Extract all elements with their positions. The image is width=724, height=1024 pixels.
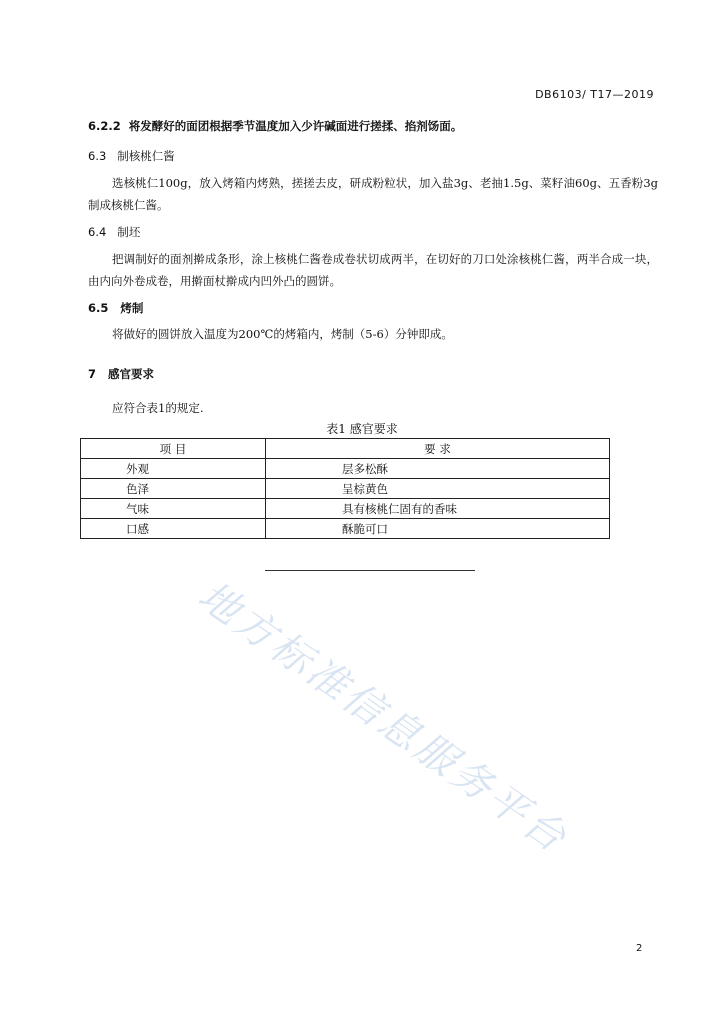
section-number: 7: [88, 367, 97, 381]
table-cell-requirement: 具有核桃仁固有的香味: [266, 499, 610, 519]
section-number: 6.4: [88, 225, 107, 239]
column-header-item: 项 目: [81, 439, 266, 459]
document-code-header: DB6103/ T17—2019: [535, 88, 654, 101]
table-cell-item: 口感: [81, 519, 266, 539]
paragraph-7: 应符合表1的规定.: [112, 401, 204, 415]
table-cell-requirement: 层多松酥: [266, 459, 610, 479]
paragraph-6-3: 选核桃仁100g，放入烤箱内烤熟，搓搓去皮，研成粉粒状，加入盐3g、老抽1.5g、菜籽油60g、五香粉3g制成核桃仁酱。: [88, 176, 658, 212]
table-row: [81, 459, 610, 479]
table-cell-item: 气味: [81, 499, 266, 519]
section-7-heading: [88, 366, 154, 382]
paragraph-6-5: 将做好的圆饼放入温度为200℃的烤箱内，烤制（5-6）分钟即成。: [112, 327, 453, 341]
sensory-requirements-table: [80, 438, 610, 539]
table-cell-item: 外观: [81, 459, 266, 479]
table-row: [81, 479, 610, 499]
watermark: 地方标准信息服务平台: [189, 572, 577, 863]
column-header-requirement: 要 求: [266, 439, 610, 459]
section-6-2-2: [88, 118, 462, 134]
table-cell-requirement: 呈棕黄色: [266, 479, 610, 499]
section-6-5-heading: [88, 300, 143, 316]
table-header-row: [81, 439, 610, 459]
end-divider: [265, 570, 475, 571]
section-text: 将发酵好的面团根据季节温度加入少许碱面进行搓揉、掐剂饧面。: [128, 119, 463, 133]
section-6-3-heading: [88, 148, 175, 164]
table-cell-requirement: 酥脆可口: [266, 519, 610, 539]
section-title: 感官要求: [108, 367, 155, 381]
table-cell-item: 色泽: [81, 479, 266, 499]
section-title: 烤制: [120, 301, 144, 315]
section-title: 制坯: [117, 225, 141, 239]
table-caption: 表1 感官要求: [326, 422, 398, 436]
section-number: 6.3: [88, 149, 107, 163]
section-title: 制核桃仁酱: [117, 149, 175, 163]
section-number: 6.5: [88, 301, 109, 315]
section-6-4-heading: [88, 224, 140, 240]
paragraph-6-4: 把调制好的面剂擀成条形，涂上核桃仁酱卷成卷状切成两半，在切好的刀口处涂核桃仁酱，两半合成一块，由内向外卷成卷，用擀面杖擀成内凹外凸的圆饼。: [88, 252, 658, 288]
table-row: [81, 519, 610, 539]
page-number: 2: [636, 943, 643, 954]
section-number: 6.2.2: [88, 119, 121, 133]
table-row: [81, 499, 610, 519]
